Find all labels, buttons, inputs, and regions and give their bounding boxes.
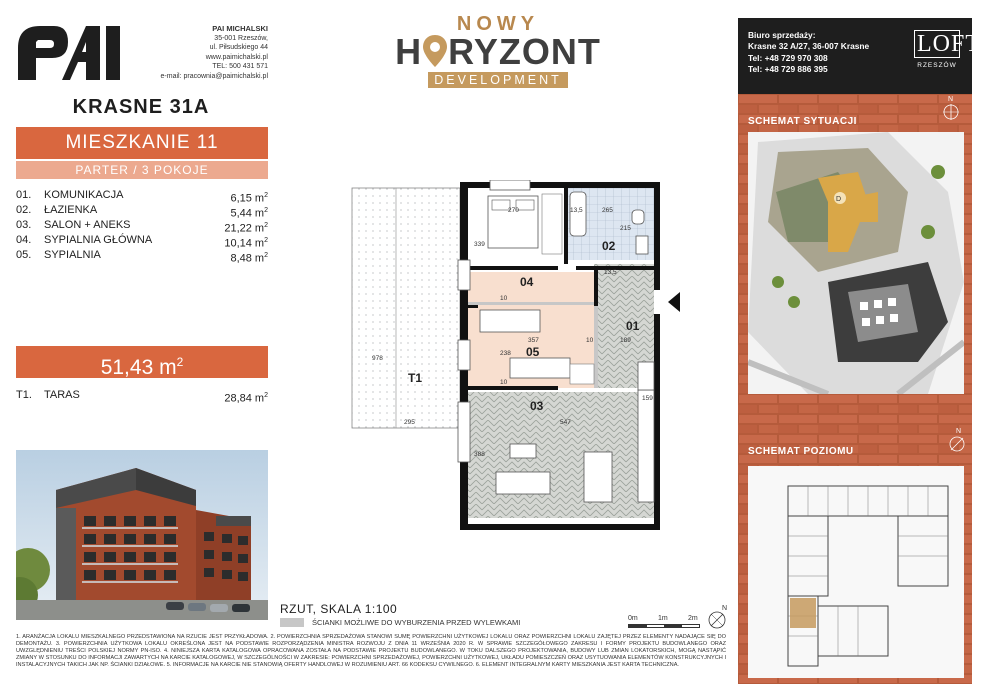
room-area-unit-sup: 2 bbox=[264, 237, 268, 244]
room-name: SYPIALNIA bbox=[44, 249, 101, 261]
level-label: SCHEMAT POZIOMU bbox=[748, 446, 854, 457]
terrace-name: TARAS bbox=[44, 389, 80, 401]
pai-address1: 35-001 Rzeszów, bbox=[214, 34, 268, 42]
scale-label-1: 1m bbox=[658, 615, 668, 622]
pai-email[interactable]: e-mail: pracownia@paimichalski.pl bbox=[160, 72, 268, 80]
room-number: 03. bbox=[16, 219, 32, 231]
legend-text: ŚCIANKI MOŻLIWE DO WYBURZENIA PRZED WYLEWKAMI bbox=[312, 618, 521, 627]
dim-10b: 10 bbox=[586, 337, 594, 344]
room-label-01: 01 bbox=[626, 319, 640, 333]
room-area bbox=[224, 218, 268, 233]
brand-line3: DEVELOPMENT bbox=[428, 72, 567, 88]
room-area-unit-sup: 2 bbox=[264, 252, 268, 259]
scale-label-2: 2m bbox=[688, 615, 698, 622]
sales-office-box bbox=[738, 18, 981, 94]
room-row bbox=[16, 203, 268, 218]
highlighted-apartment bbox=[790, 598, 816, 628]
loft-logo-sub: RZESZÓW bbox=[917, 62, 957, 69]
room-row bbox=[16, 188, 268, 203]
brand-line2-b: RYZONT bbox=[448, 31, 601, 72]
room-name: SYPIALNIA GŁÓWNA bbox=[44, 234, 153, 246]
pai-name: PAI MICHALSKI bbox=[212, 24, 268, 33]
level-plan bbox=[748, 466, 964, 678]
room-row bbox=[16, 248, 268, 263]
room-area-value: 5,44 m bbox=[230, 207, 265, 220]
terrace-area-value: 28,84 m bbox=[224, 392, 265, 405]
dim-295: 295 bbox=[404, 419, 415, 426]
dim-215: 215 bbox=[620, 225, 631, 232]
dim-238: 238 bbox=[500, 350, 511, 357]
room-area bbox=[230, 248, 268, 263]
room-area bbox=[224, 233, 268, 248]
brand-line1: NOWY bbox=[456, 13, 540, 35]
room-number: 02. bbox=[16, 204, 32, 216]
room-number: 04. bbox=[16, 234, 32, 246]
room-name: SALON + ANEKS bbox=[44, 219, 131, 231]
situation-north-icon bbox=[940, 94, 962, 122]
loft-logo bbox=[914, 30, 981, 71]
dim-270: 270 bbox=[508, 207, 519, 214]
situation-map bbox=[748, 132, 964, 394]
room-label-03: 03 bbox=[530, 399, 544, 413]
dim-159: 159 bbox=[642, 395, 653, 402]
room-name: KOMUNIKACJA bbox=[44, 189, 124, 201]
nowy-horyzont-logo bbox=[380, 14, 616, 89]
room-area-value: 6,15 m bbox=[230, 192, 265, 205]
terrace-row bbox=[16, 388, 268, 407]
sales-address: Krasne 32 A/27, 36-007 Krasne bbox=[748, 41, 870, 52]
dim-339: 339 bbox=[474, 241, 485, 248]
pai-contact-info bbox=[150, 24, 268, 82]
pai-address2: ul. Piłsudskiego 44 bbox=[209, 44, 268, 52]
total-area-unit-sup: 2 bbox=[176, 355, 184, 369]
room-label-04: 04 bbox=[520, 275, 534, 289]
room-area-value: 10,14 m bbox=[224, 237, 265, 250]
room-area-unit-sup: 2 bbox=[264, 222, 268, 229]
dim-10c: 10 bbox=[500, 379, 508, 386]
room-area bbox=[230, 188, 268, 203]
dim-10a: 10 bbox=[500, 295, 508, 302]
room-label-t1: T1 bbox=[408, 371, 423, 385]
sales-phone2[interactable]: Tel: +48 729 886 395 bbox=[748, 64, 828, 75]
room-number: 01. bbox=[16, 189, 32, 201]
room-row bbox=[16, 233, 268, 248]
room-name: ŁAZIENKA bbox=[44, 204, 98, 216]
apartment-subtitle: PARTER / 3 POKOJE bbox=[16, 161, 268, 179]
apartment-title: MIESZKANIE 11 bbox=[16, 127, 268, 159]
situation-label: SCHEMAT SYTUACJI bbox=[748, 116, 857, 127]
sales-phone1[interactable]: Tel: +48 729 970 308 bbox=[748, 52, 828, 63]
scale-bar bbox=[628, 615, 700, 629]
room-area-unit-sup: 2 bbox=[264, 192, 268, 199]
north-arrow-icon bbox=[706, 602, 728, 632]
dim-357: 357 bbox=[528, 337, 539, 344]
building-marker-label: D bbox=[836, 196, 842, 203]
level-north-icon bbox=[946, 426, 968, 454]
scale-title: RZUT, SKALA 1:100 bbox=[280, 602, 398, 616]
terrace-number: T1. bbox=[16, 389, 32, 401]
room-label-05: 05 bbox=[526, 345, 540, 359]
pai-tel: TEL: 500 431 571 bbox=[212, 63, 268, 71]
room-area-value: 21,22 m bbox=[224, 222, 265, 235]
dim-978: 978 bbox=[372, 355, 383, 362]
dim-13-5b: 13,5 bbox=[604, 269, 617, 276]
terrace-area bbox=[224, 388, 268, 407]
dim-547: 547 bbox=[560, 419, 571, 426]
terrace-area-unit-sup: 2 bbox=[264, 392, 268, 399]
brand-line2-a: H bbox=[395, 31, 423, 72]
level-north-label: N bbox=[956, 428, 962, 435]
room-area-value: 8,48 m bbox=[230, 252, 265, 265]
dim-388: 388 bbox=[474, 451, 485, 458]
north-label: N bbox=[722, 605, 728, 612]
dim-265: 265 bbox=[602, 207, 613, 214]
building-rendering bbox=[16, 450, 268, 620]
brand-line2 bbox=[380, 31, 616, 72]
total-area-value: 51,43 m bbox=[100, 356, 177, 379]
loft-logo-main: LOFT bbox=[914, 30, 960, 58]
legal-notes: 1. ARANŻACJA LOKALU MIESZKALNEGO PRZEDSTAWIONA NA RZUCIE JEST PRZYKŁADOWA. 2. POWIERZCHNIA SPRZEDAŻOWA STANOWI SUMĘ POWIERZCHNI UŻYTKOWEJ LOKALU ORAZ POWIERZCHNI LOKALU ZAJĘTEJ PRZEZ ELEMENTY NADAJĄCE SIĘ DO DEMONTAŻU. 3. POWIERZCHNIA UŻYTKOWA LOKALU OKREŚLONA JEST NA PODSTAWIE ROZPORZĄDZENIA MINISTRA ROZWOJU Z DNIA 11 WRZEŚNIA 2020 R. W SPRAWIE SZCZEGÓŁOWEGO ZAKRESU I FORMY PROJEKTU BUDOWLANEGO ORAZ UWZGLĘDNIENIU TREŚCI POLSKIEJ NORMY PN-ISO. 4. NINIEJSZA KARTA KATALOGOWA OPRACOWANA ZOSTAŁA NA PODSTAWIE PROJEKTU BUDOWLANEGO. W TOKU DALSZEGO PROJEKTOWANIA, BUDOWY LUB ZMIAN LOKATORSKICH, MOGĄ NASTĄPIĆ ZMIANY W STOSUNKU DO INFORMACJI ZAWARTYCH NA KARCIE KATALOGOWEJ, W SZCZEGÓLNOŚCI W ZAKRESIE: POWIERZCHNI SPRZEDAŻOWEJ, POWIERZCHNI UŻYTKOWEJ, UKŁADU POMIESZCZEŃ ORAZ USYTUOWANIA ELEMENTÓW KONSTRUKCYJNYCH I INSTALACYJNYCH TAKICH JAK NP. ŚCIANKI DZIAŁOWE. 5. INFORMACJE NA KARCIE NIE STANOWIĄ OFERTY HANDLOWEJ W ROZUMIENIU ART. 66 KODEKSU CYWILNEGO. 6. ELEMENT INTEGRALNYM KARTY MIESZKANIA JEST KARTA TECHNICZNA. bbox=[16, 634, 726, 668]
total-area bbox=[16, 346, 268, 378]
sales-title: Biuro sprzedaży: bbox=[748, 30, 816, 40]
situation-north-label: N bbox=[948, 96, 954, 103]
terrace-area-plan bbox=[352, 188, 460, 428]
room-row bbox=[16, 218, 268, 233]
room-area-unit-sup: 2 bbox=[264, 207, 268, 214]
room-area bbox=[230, 203, 268, 218]
pai-logo bbox=[16, 22, 124, 82]
dim-189: 189 bbox=[620, 337, 631, 344]
room-label-02: 02 bbox=[602, 239, 616, 253]
scale-label-0: 0m bbox=[628, 615, 638, 622]
dim-13-5a: 13,5 bbox=[570, 207, 583, 214]
location-pin-icon bbox=[422, 34, 448, 68]
floor-plan bbox=[350, 180, 700, 540]
pai-web[interactable]: www.paimichalski.pl bbox=[205, 53, 268, 61]
legend-swatch bbox=[280, 618, 304, 627]
building-title: KRASNE 31A bbox=[72, 96, 210, 118]
room-number: 05. bbox=[16, 249, 32, 261]
rooms-list bbox=[16, 188, 268, 263]
